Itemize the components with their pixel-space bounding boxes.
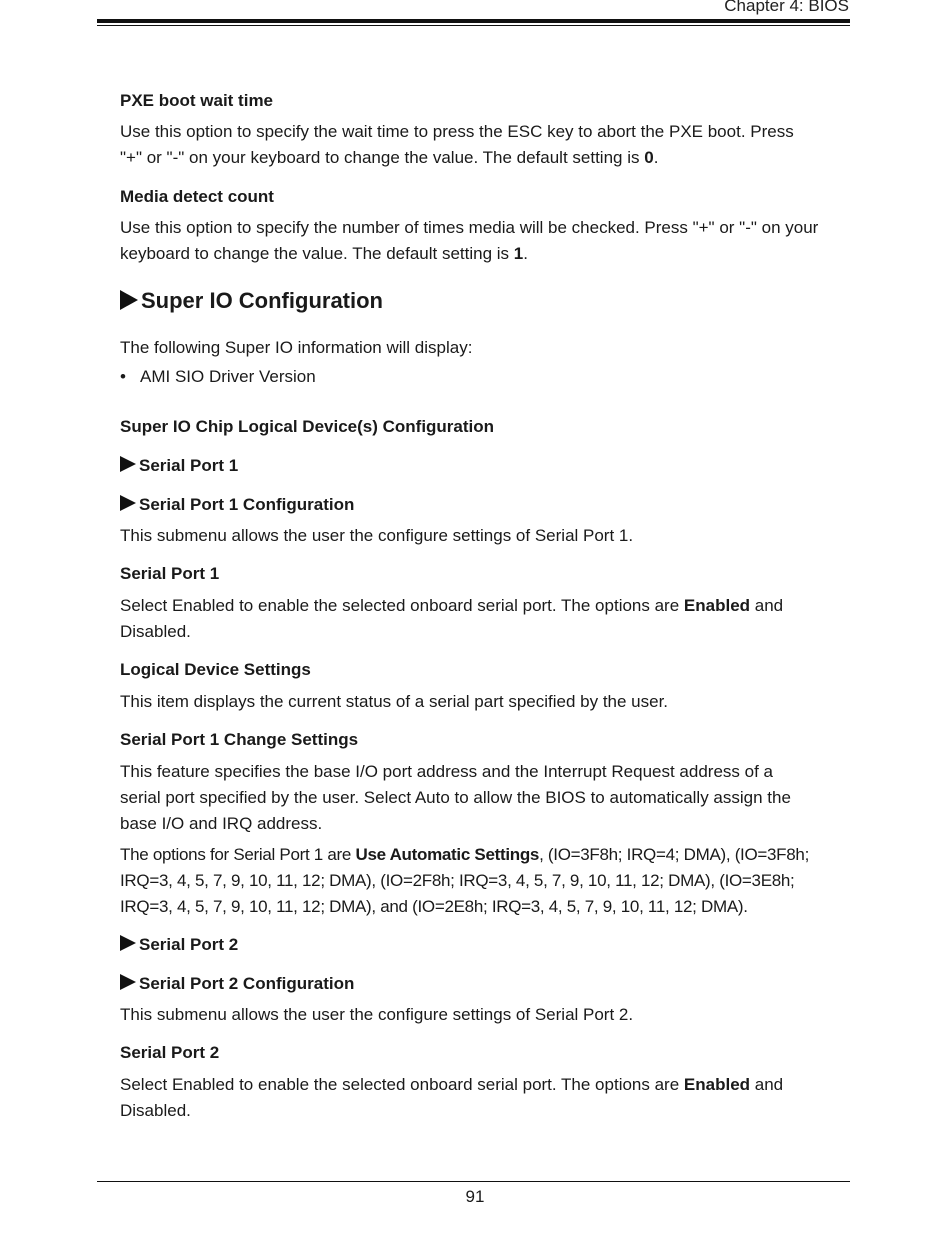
chapter-title: Chapter 4: BIOS [724,0,849,15]
media-line-1: Use this option to specify the number of times media will be checked. Press "+" or "-" on your [120,218,819,237]
logical-device-settings-heading: Logical Device Settings [120,660,311,679]
pxe-line-2: "+" or "-" on your keyboard to change the value. The default setting is 0. [120,148,659,167]
triangle-right-icon [120,935,136,951]
header-rule [97,19,850,23]
triangle-right-icon [120,974,136,990]
list-item: • AMI SIO Driver Version [120,367,316,386]
page-number: 91 [465,1187,485,1206]
media-description [120,215,849,267]
pxe-heading: PXE boot wait time [120,91,274,110]
pxe-line-1: Use this option to specify the wait time to press the ESC key to abort the PXE boot. Press [120,122,794,141]
bullet-icon: • [120,367,126,386]
pxe-default-value: 0 [644,148,654,167]
triangle-right-icon [120,290,138,310]
footer-rule [97,1181,850,1182]
serial-port-1-menu: Serial Port 1 [120,455,849,477]
superio-bullet-list [120,366,849,388]
serial-port-2-menu: Serial Port 2 [120,934,849,956]
logical-device-settings-description: This item displays the current status of a serial part specified by the user. [120,692,669,711]
header-rule-thin [97,25,850,26]
triangle-right-icon [120,495,136,511]
serial-port-1-options: The options for Serial Port 1 are Use Automatic Settings, (IO=3F8h; IRQ=4; DMA), (IO=3F8h; IRQ=3, 4, 5, 7, 9, 10, 11, 12; DMA), (IO=2F8h; IRQ=3, 4, 5, 7, 9, 10, 11, 12; DMA), (IO=3E8h; IRQ=3, 4, 5, 7, 9, 10, 11, 12; DMA), and (IO=2E8h; IRQ=3, 4, 5, 7, 9, 10, 11, 12; DMA). [120,845,809,916]
chip-config-heading: Super IO Chip Logical Device(s) Configuration [120,417,495,436]
serial-port-1-change-description: This feature specifies the base I/O port address and the Interrupt Request address of a serial port specified by the user. Select Auto to allow the BIOS to automatically assign the base I/O and IRQ address. [120,762,791,833]
pxe-description [120,119,849,171]
media-heading: Media detect count [120,187,274,206]
serial-port-1-change-heading: Serial Port 1 Change Settings [120,730,359,749]
default-option: Use Automatic Settings [355,845,540,864]
serial-port-1-heading: Serial Port 1 [120,564,220,583]
serial-port-1-description: Select Enabled to enable the selected onboard serial port. The options are Enabled and Disabled. [120,596,784,641]
superio-intro: The following Super IO information will display: [120,338,473,357]
serial-port-2-heading: Serial Port 2 [120,1043,220,1062]
serial-port-2-description: Select Enabled to enable the selected onboard serial port. The options are Enabled and Disabled. [120,1075,784,1120]
serial-port-1-config-description: This submenu allows the user the configure settings of Serial Port 1. [120,526,634,545]
serial-port-2-config-menu: Serial Port 2 Configuration [120,973,849,995]
superio-section-heading: Super IO Configuration [120,287,849,315]
triangle-right-icon [120,456,136,472]
media-line-2: keyboard to change the value. The default setting is 1. [120,244,528,263]
serial-port-2-config-description: This submenu allows the user the configure settings of Serial Port 2. [120,1005,634,1024]
serial-port-1-config-menu: Serial Port 1 Configuration [120,494,849,516]
media-default-value: 1 [513,244,524,263]
